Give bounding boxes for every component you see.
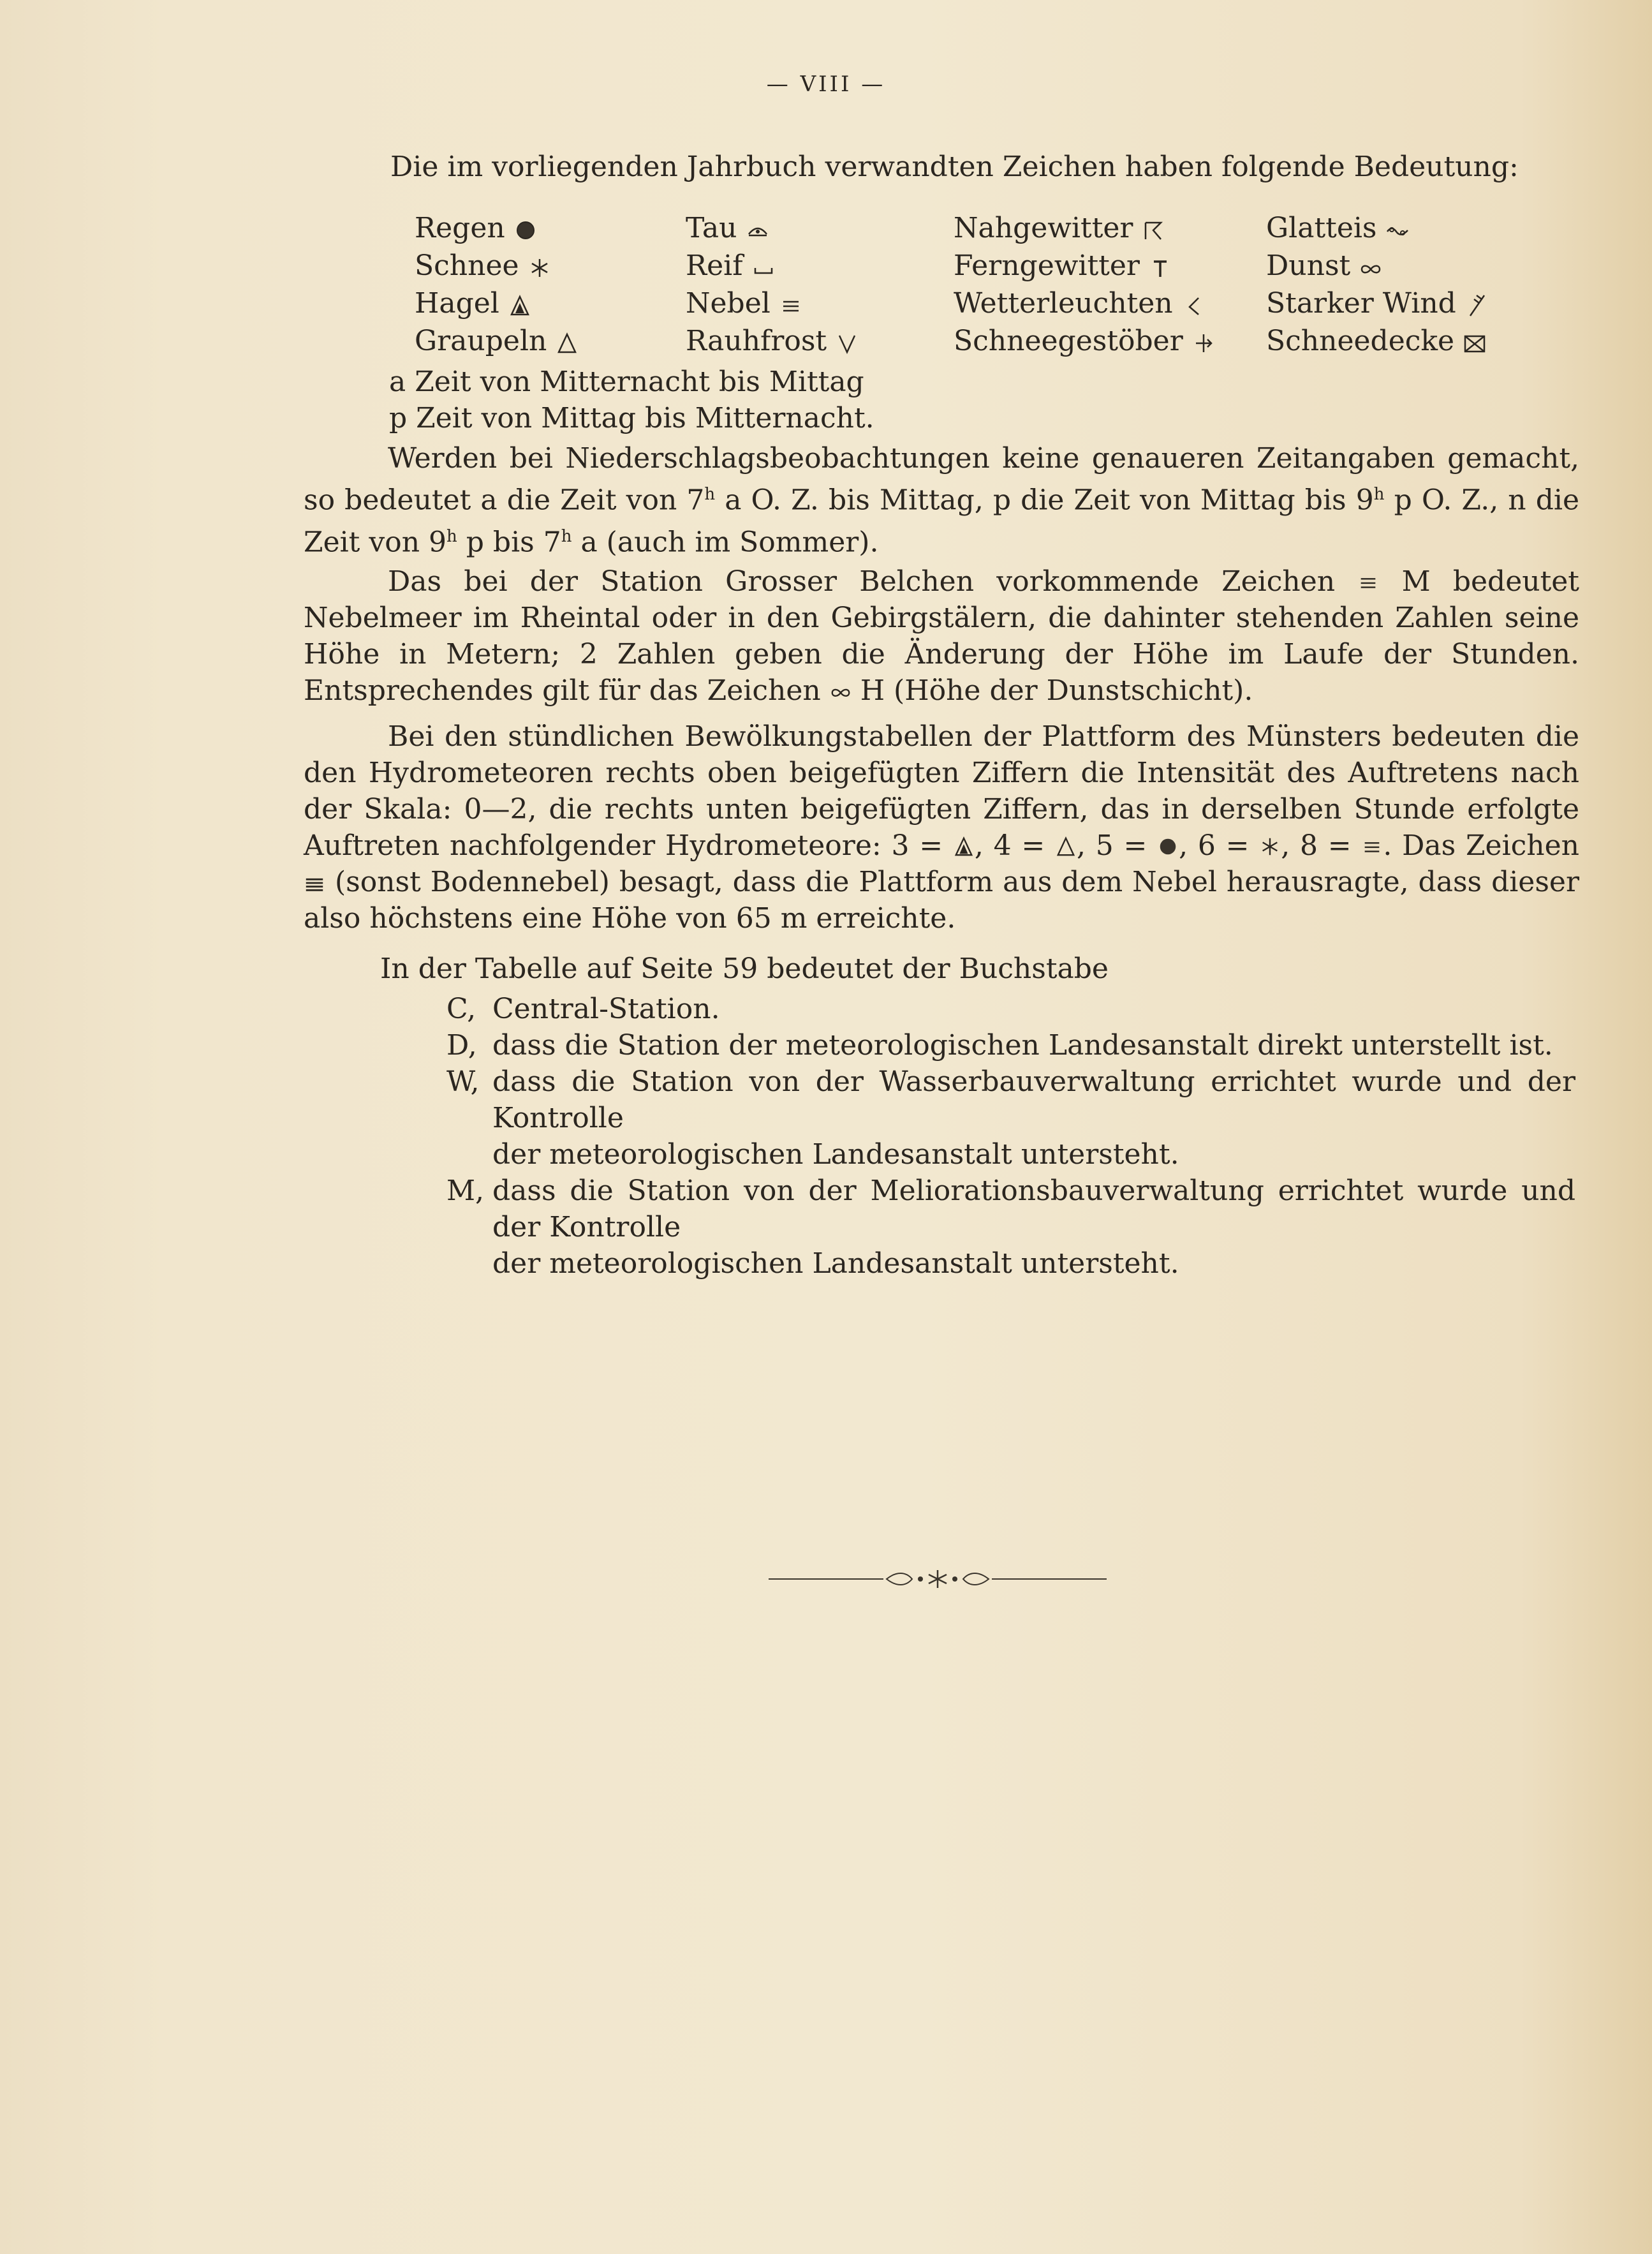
- graupel-icon: [556, 332, 579, 355]
- legend-item-dew: Tau: [686, 211, 954, 246]
- dew-icon: [746, 219, 769, 242]
- letter-definition-w: W, dass die Station von der Wasserbauverwaltung errichtet wurde und der Kontrolle: [446, 1065, 1575, 1134]
- graupel-icon: [1055, 836, 1077, 857]
- time-note-a: a Zeit von Mitternacht bis Mittag: [389, 366, 864, 398]
- legend-item-rime: Rauhfrost: [686, 323, 954, 359]
- symbol-legend: [415, 211, 1537, 359]
- hail-icon: [508, 294, 531, 317]
- legend-item-strong-wind: Starker Wind: [1266, 286, 1537, 322]
- fog-icon: [779, 294, 802, 317]
- paragraph-precipitation-times: Werden bei Niederschlagsbeobachtungen keine genaueren Zeitangaben gemacht, so bedeutet a die Zeit von 7$^h$ a O. Z. bis Mittag, p die Zeit von Mittag bis 9$^h$ p O. Z., n die Zeit von 9$^h$ p bis 7$^h$ a (auch im Sommer).: [304, 442, 1580, 559]
- page-number: — VIII —: [766, 71, 886, 97]
- legend-item-snow: Schnee: [415, 248, 686, 284]
- strong-wind-icon: [1465, 294, 1488, 317]
- legend-item-distant-thunderstorm: Ferngewitter: [954, 248, 1266, 284]
- distant-thunderstorm-icon: [1149, 256, 1172, 279]
- fog-icon: [1357, 572, 1379, 593]
- hoarfrost-icon: [752, 256, 775, 279]
- paragraph-grosser-belchen: Das bei der Station Grosser Belchen vorkommende Zeichen M bedeutet Nebelmeer im Rheintal oder in den Gebirgstälern, die dahinter stehenden Zahlen seine Höhe in Metern; 2 Zahlen geben die Änderung der Höhe im Laufe der Stunden. Entsprechendes gilt für das Zeichen H (Höhe der Dunstschicht).: [304, 565, 1579, 707]
- legend-item-near-thunderstorm: Nahgewitter: [954, 211, 1266, 246]
- letter-definition-m: M, dass die Station von der Meliorationsbauverwaltung errichtet wurde und der Kontrolle: [446, 1175, 1575, 1243]
- time-note-p: p Zeit von Mittag bis Mitternacht.: [389, 402, 874, 434]
- sheet-lightning-icon: [1182, 294, 1205, 317]
- ornamental-rule-icon: [769, 1566, 1107, 1592]
- letter-definition-d: D, dass die Station der meteorologischen Landesanstalt direkt unterstellt ist.: [446, 1029, 1553, 1062]
- snowstorm-icon: [1192, 332, 1215, 355]
- snow-cover-icon: [1463, 332, 1486, 355]
- legend-item-hail: Hagel: [415, 286, 686, 322]
- paragraph-cloud-tables: Bei den stündlichen Bewölkungstabellen der Plattform des Münsters bedeuten die den Hydrometeoren rechts oben beigefügten Ziffern die Intensität des Auftretens nach der Skala: 0—2, die rechts unten beigefügten Ziffern, das in derselben Stunde erfolgte Auftreten nachfolgender Hydrometeore: 3 = , 4 = , 5 = , 6 = , 8 = . Das Zeichen (sonst Bodennebel) besagt, dass die Plattform aus dem Nebel herausragte, dass dieser also höchstens eine Höhe von 65 m erreichte.: [304, 720, 1579, 935]
- snow-icon: [528, 256, 551, 279]
- legend-item-haze: Dunst: [1266, 248, 1537, 284]
- letter-definition-w-cont: der meteorologischen Landesanstalt untersteht.: [492, 1138, 1179, 1171]
- haze-icon: [830, 681, 852, 702]
- legend-item-hoarfrost: Reif: [686, 248, 954, 284]
- legend-item-fog: Nebel: [686, 286, 954, 322]
- symbol-intro: Die im vorliegenden Jahrbuch verwandten Zeichen haben folgende Bedeutung:: [390, 151, 1519, 183]
- snow-icon: [1259, 836, 1281, 857]
- legend-item-graupel: Graupeln: [415, 323, 686, 359]
- legend-item-snowstorm: Schneegestöber: [954, 323, 1266, 359]
- haze-icon: [1359, 256, 1382, 279]
- rain-icon: [514, 219, 537, 242]
- rain-icon: [1157, 836, 1179, 857]
- hail-icon: [953, 836, 975, 857]
- time-notes: [389, 364, 874, 436]
- ground-fog-icon: [304, 872, 325, 894]
- legend-item-rain: Regen: [415, 211, 686, 246]
- rime-icon: [836, 332, 859, 355]
- paragraph-table-letters: In der Tabelle auf Seite 59 bedeutet der Buchstabe: [380, 953, 1109, 985]
- legend-item-glaze-ice: Glatteis: [1266, 211, 1537, 246]
- legend-item-sheet-lightning: Wetterleuchten: [954, 286, 1266, 322]
- letter-definition-c: C, Central-Station.: [446, 993, 720, 1025]
- legend-item-snow-cover: Schneedecke: [1266, 323, 1537, 359]
- letter-definitions: [446, 991, 1575, 1282]
- glaze-ice-icon: [1386, 219, 1409, 242]
- letter-definition-m-cont: der meteorologischen Landesanstalt untersteht.: [492, 1247, 1179, 1280]
- near-thunderstorm-icon: [1142, 219, 1165, 242]
- fog-icon: [1361, 836, 1383, 857]
